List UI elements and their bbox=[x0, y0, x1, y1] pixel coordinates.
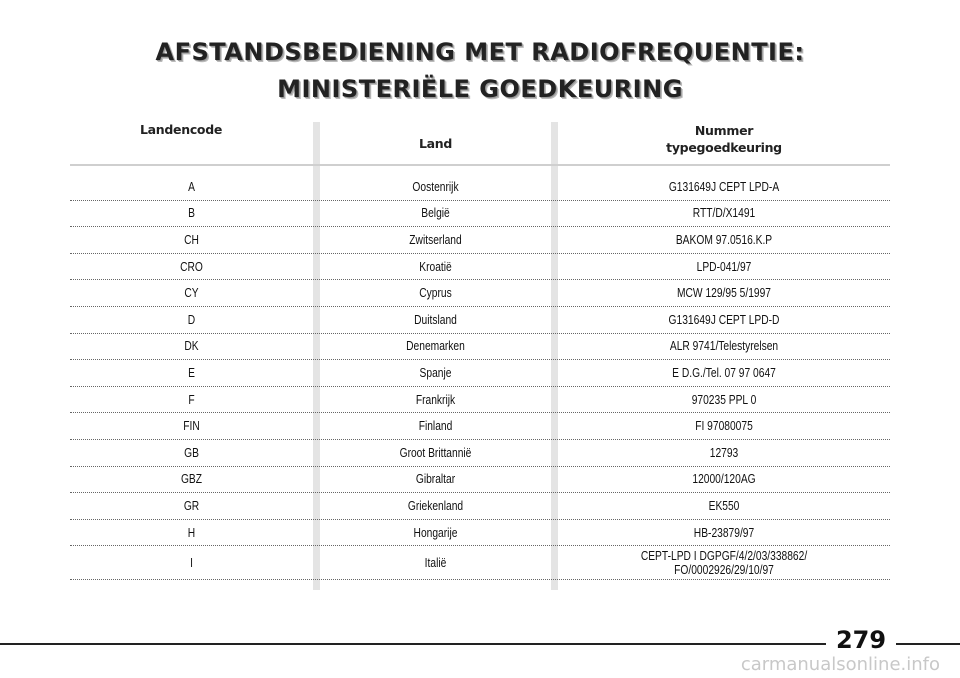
table-row bbox=[70, 254, 890, 281]
table-row bbox=[70, 413, 890, 440]
cell-country: Italië bbox=[424, 555, 447, 570]
page-title bbox=[0, 34, 960, 108]
table-row bbox=[70, 387, 890, 414]
header-approval-number-line2: typegoedkeuring bbox=[666, 140, 782, 155]
cell-country: Zwitserland bbox=[409, 232, 462, 247]
table-row bbox=[70, 201, 890, 228]
footer-rule bbox=[0, 643, 960, 645]
table-row bbox=[70, 280, 890, 307]
cell-approval-number-line1: CEPT-LPD I DGPGF/4/2/03/338862/ bbox=[640, 548, 808, 563]
header-approval-number bbox=[558, 122, 890, 156]
cell-country-code: GBZ bbox=[180, 472, 203, 487]
cell-approval-number bbox=[588, 546, 860, 579]
table-header bbox=[70, 122, 890, 166]
header-country: Land bbox=[418, 136, 453, 151]
cell-approval-number: 12793 bbox=[709, 445, 739, 460]
table-body bbox=[70, 174, 890, 580]
table-row bbox=[70, 520, 890, 547]
cell-country-code: FIN bbox=[183, 419, 200, 434]
header-approval-number-line1: Nummer bbox=[694, 123, 754, 138]
table-row bbox=[70, 360, 890, 387]
table-row bbox=[70, 440, 890, 467]
cell-country: Gibraltar bbox=[415, 472, 456, 487]
table-row bbox=[70, 227, 890, 254]
cell-country-code: CRO bbox=[180, 259, 203, 274]
cell-approval-number: RTT/D/X1491 bbox=[692, 206, 756, 221]
cell-country: Oostenrijk bbox=[412, 179, 459, 194]
watermark: carmanualsonline.info bbox=[740, 654, 940, 675]
cell-country: Finland bbox=[418, 419, 453, 434]
cell-approval-number: HB-23879/97 bbox=[693, 525, 755, 540]
table-row bbox=[70, 307, 890, 334]
cell-country-code: CY bbox=[184, 286, 199, 301]
table-row bbox=[70, 334, 890, 361]
cell-country-code: CH bbox=[184, 232, 199, 247]
table-row bbox=[70, 546, 890, 580]
cell-country-code: GB bbox=[184, 445, 199, 460]
table-row bbox=[70, 467, 890, 494]
header-country-code: Landencode bbox=[140, 122, 223, 137]
cell-approval-number: BAKOM 97.0516.K.P bbox=[675, 232, 773, 247]
cell-approval-number: MCW 129/95 5/1997 bbox=[676, 286, 772, 301]
cell-country: Cyprus bbox=[419, 286, 452, 301]
cell-approval-number: EK550 bbox=[708, 498, 740, 513]
table-row bbox=[70, 174, 890, 201]
cell-country-code: GR bbox=[183, 498, 200, 513]
cell-approval-number: LPD-041/97 bbox=[696, 259, 752, 274]
cell-approval-number: E D.G./Tel. 07 97 0647 bbox=[672, 365, 776, 380]
cell-country-code: I bbox=[190, 555, 193, 570]
cell-country: Duitsland bbox=[414, 312, 457, 327]
cell-approval-number-line2: FO/0002926/29/10/97 bbox=[674, 562, 774, 577]
cell-approval-number: 12000/120AG bbox=[692, 472, 756, 487]
cell-country-code: E bbox=[188, 365, 195, 380]
cell-country-code: DK bbox=[184, 339, 199, 354]
cell-country-code: D bbox=[187, 312, 196, 327]
title-line-1: AFSTANDSBEDIENING MET RADIOFREQUENTIE: bbox=[155, 38, 805, 66]
page-number: 279 bbox=[826, 626, 896, 654]
cell-country-code: H bbox=[187, 525, 196, 540]
cell-country: Griekenland bbox=[407, 498, 464, 513]
cell-country: Groot Brittannië bbox=[399, 445, 472, 460]
cell-country: Spanje bbox=[419, 365, 452, 380]
cell-country-code: B bbox=[188, 206, 195, 221]
cell-country: Frankrijk bbox=[415, 392, 456, 407]
title-line-2: MINISTERIËLE GOEDKEURING bbox=[277, 75, 683, 103]
cell-country: België bbox=[421, 206, 450, 221]
cell-approval-number: FI 97080075 bbox=[695, 419, 753, 434]
cell-approval-number: G131649J CEPT LPD-A bbox=[668, 179, 780, 194]
cell-country: Denemarken bbox=[406, 339, 465, 354]
cell-country: Kroatië bbox=[419, 259, 452, 274]
approval-table bbox=[70, 122, 890, 580]
table-row bbox=[70, 493, 890, 520]
cell-approval-number: ALR 9741/Telestyrelsen bbox=[669, 339, 779, 354]
cell-approval-number: G131649J CEPT LPD-D bbox=[668, 312, 780, 327]
cell-country-code: F bbox=[188, 392, 195, 407]
cell-country-code: A bbox=[188, 179, 195, 194]
cell-country: Hongarije bbox=[413, 525, 458, 540]
cell-approval-number: 970235 PPL 0 bbox=[691, 392, 757, 407]
